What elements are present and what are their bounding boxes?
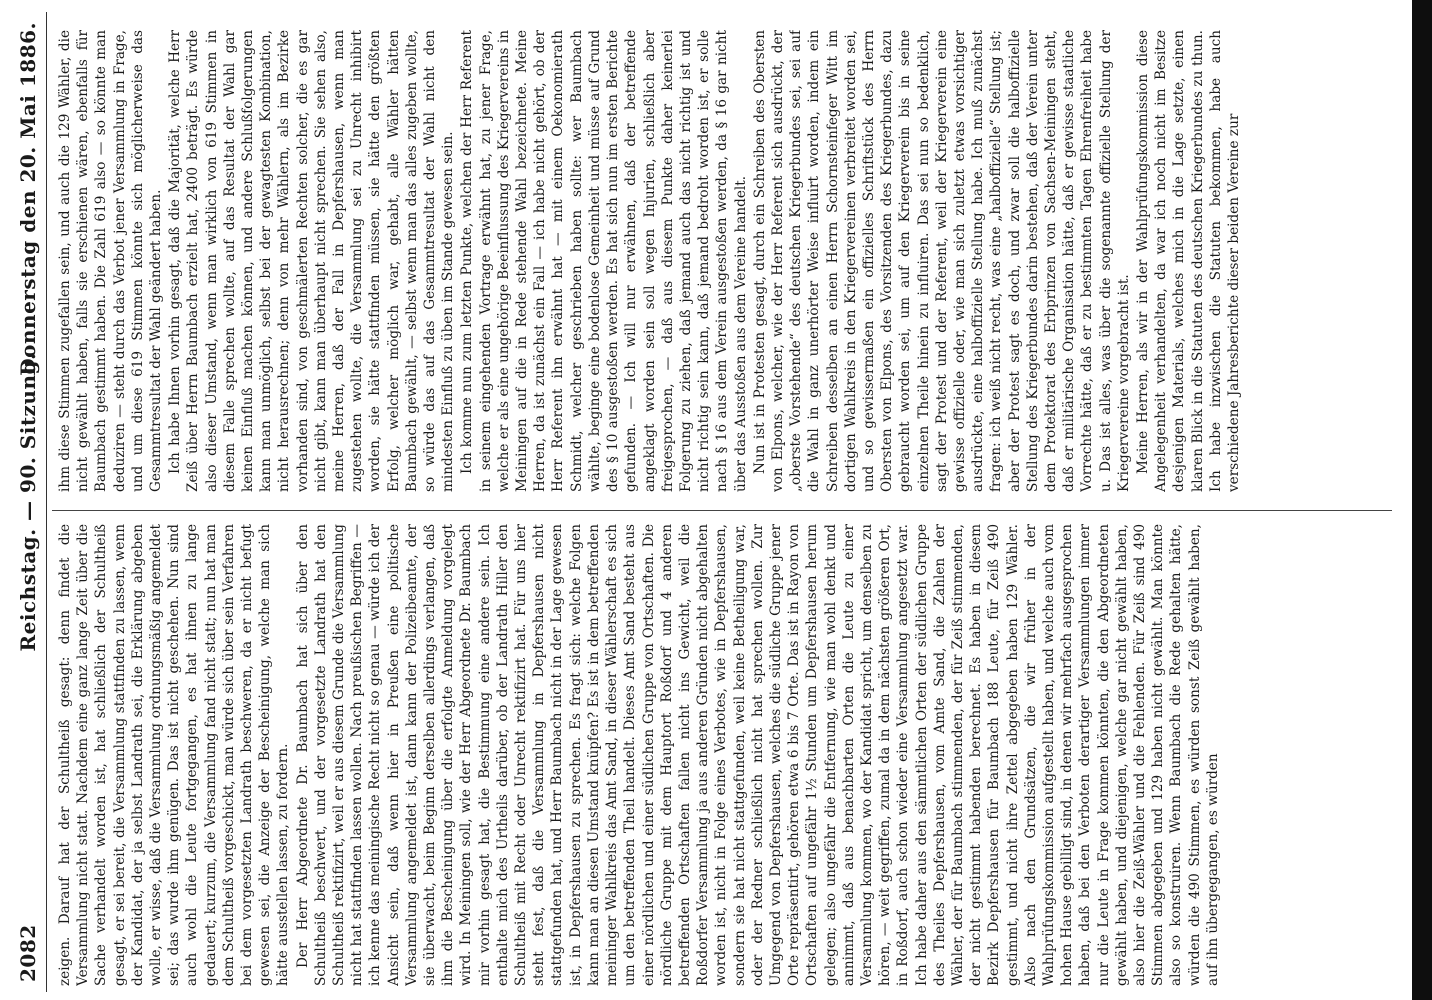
running-title: Reichstag. — 90. Sitzung. [16, 352, 40, 652]
paragraph: Ich komme nun zum letzten Punkte, welchen der Herr Referent in seinem eingehenden Vortrage erwähnt hat, zu jener Frage, welche er als eine ungehörige Beeinflussung des Kriegervereins in Meiningen auf die in Rede stehende Wahl bezeichnete. Meine Herren, da ist zunächst ein Fall — ich habe nicht gehört, ob der Herr Referent ihn erwähnt hat — mit einem Oekonomierath Schmidt, welcher geschrieben haben sollte: wer Baumbach wählte, beginge eine bodenlose Gemeinheit und müsse auf Grund des § 10 ausgestoßen werden. Es hat sich nun im ersten Berichte gefunden. — Ich will nur erwähnen, daß der betreffende angeklagt worden sein soll wegen Injurien, schließlich aber freigesprochen, — daß aus diesem Punkte daher keinerlei Folgerung zu ziehen, daß jemand auch das nicht richtig ist und nicht richtig sein kann, daß jemand bedroht worden ist, er solle nach § 16 aus dem Verein ausgestoßen werden, da § 16 gar nicht über das Ausstoßen aus dem Vereine handelt. [459, 30, 749, 492]
session-date: Donnerstag den 20. Mai 1886. [16, 22, 40, 376]
paragraph: Ich habe Ihnen vorhin gesagt, daß die Majorität, welche Herr Zeiß über Herrn Baumbach erzielt hat, 2400 beträgt. Es würde also dieser Umstand, wenn man wirklich von 619 Stimmen in diesem Falle sprechen wollte, auf das Resultat der Wahl gar keinen Einfluß machen können, und andere Schlußfolgerungen kann man unmöglich, selbst bei der gewagtesten Kombination, nicht herausrechnen; denn von mehr Wählern, als im Bezirke vorhanden sind, von geschmälerten Rechten solcher, die es gar nicht gibt, kann man überhaupt nicht sprechen. Sie sehen also, meine Herren, daß der Fall in Depfershausen, wenn man zugestehen wollte, die Versammlung sei zu Unrecht inhibirt worden, sie hätte stattfinden müssen, sie hätte den größten Erfolg, welcher möglich war, gehabt, alle Wähler hätten Baumbach gewählt, — selbst wenn man das alles zugeben wollte, so würde das auf das Gesammtresultat der Wahl nicht den mindesten Einfluß zu üben im Stande gewesen sein. [167, 30, 457, 492]
scan-edge [1412, 0, 1432, 1000]
column-divider [52, 510, 1392, 511]
paragraph: Meine Herren, als wir in der Wahlprüfungskommission diese Angelegenheit verhandelten, da war ich noch nicht im Besitze desjenigen Materials, welches mich in die Lage setzte, einen klaren Blick in die Statuten des deutschen Kriegerbundes zu thun. Ich habe inzwischen die Statuten bekommen, habe auch verschiedene Jahresberichte dieser beiden Vereine zur [1134, 30, 1242, 492]
paragraph: Nun ist in Protesten gesagt, durch ein Schreiben des Obersten von Elpons, welcher, wie der Herr Referent sich ausdrückt, der „oberste Vorstehende“ des deutschen Kriegerbundes sei, sei auf die Wahl in ganz unerhörter Weise influirt worden, indem ein Schreiben desselben an einen Herrn Schornsteinfeger Witt im dortigen Wahlkreis in den Kriegervereinen verbreitet worden sei, und so gewissermaßen ein offizielles Schriftstück des Herrn Obersten von Elpons, des Vorsitzenden des Kriegerbundes, dazu gebraucht worden sei, um auf den Kriegerverein bis in seine einzelnen Theile hinein zu influiren. Das sei nun so bedenklich, sagt der Protest und der Referent, weil der Kriegerverein eine gewisse offizielle oder, wie man sich zuletzt etwas vorsichtiger ausdrückte, eine halboffizielle Stellung habe. Ich muß zunächst fragen: ich weiß nicht recht, was eine „halboffizielle“ Stellung ist; aber der Protest sagt es doch, und zwar soll die halboffizielle Stellung des Kriegerbundes darin bestehen, daß der Verein unter dem Protektorat des Erbprinzen von Sachsen-Meiningen steht, daß er militärische Organisation hätte, daß er gewisse staatliche Vorrechte hätte, daß er zu bestimmten Tagen Ehrenfreiheit habe u. Das ist alles, was über die sogenannte offizielle Stellung der Kriegervereine vorgebracht ist. [751, 30, 1132, 492]
page-number: 2082 [16, 924, 40, 982]
paragraph: Der Herr Abgeordnete Dr. Baumbach hat sich über den Schultheiß beschwert, und der vorgesetzte Landrath hat den Schultheiß rektifizirt, weil er aus diesem Grunde die Versammlung nicht hat stattfinden lassen wollen. Nach preußischen Begriffen — ich kenne das meiningische Recht nicht so genau — würde ich der Ansicht sein, daß wenn hier in Preußen eine politische Versammlung angemeldet ist, dann kann der Polizeibeamte, der sie überwacht, beim Beginn derselben allerdings verlangen, daß ihm die Bescheinigung über die erfolgte Anmeldung vorgelegt wird. In Meiningen soll, wie der Herr Abgeordnete Dr. Baumbach mir vorhin gesagt hat, die Bestimmung eine andere sein. Ich enthalte mich des Urtheils darüber, ob der Landrath Hiller den Schultheiß mit Recht oder Unrecht rektifizirt hat. Für uns hier steht fest, daß die Versammlung in Depfershausen nicht stattgefunden hat, und Herr Baumbach nicht in der Lage gewesen ist, in Depfershausen zu sprechen. Es fragt sich: welche Folgen kann man an diesen Umstand knüpfen? Es ist in dem betreffenden meininger Wahlkreis das Amt Sand, in dieser Wählerschaft es sich um den betreffenden Theil handelt. Dieses Amt Sand besteht aus einer nördlichen und einer südlichen Gruppe von Ortschaften. Die nördliche Gruppe mit dem Hauptort Roßdorf und 4 anderen betreffenden Ortschaften fallen nicht ins Gewicht, weil die Roßdorfer Versammlung ja aus anderen Gründen nicht abgehalten worden ist, nicht in Folge eines Verbotes, wie in Depfershausen, sondern sie hat nicht stattgefunden, weil keine Betheiligung war, oder der Redner schließlich nicht hat sprechen wollen. Zur Umgegend von Depfershausen, welches die südliche Gruppe jener Orte repräsentirt, gehören etwa 6 bis 7 Orte. Das ist in Rayon von Ortschaften auf ungefähr 1½ Stunden um Depfershausen herum gelegen; also ungefähr die Entfernung, wie man wohl denkt und annimmt, daß aus benachbarten Orten die Leute zu einer Versammlung kommen, wo der Kandidat spricht, um denselben zu hören, — weit gegriffen, zumal da in dem nächsten größeren Ort, in Roßdorf, auch schon wieder eine Versammlung angesetzt war. Ich habe daher aus den sämmtlichen Orten der südlichen Gruppe des Theiles Depfershausen, vom Amte Sand, die Zahlen der Wähler, der für Baumbach stimmenden, der für Zeiß stimmenden, der nicht gestimmt habenden berechnet. Es haben in diesem Bezirk Depfershausen für Baumbach 188 Leute, für Zeiß 490 gestimmt, und nicht ihre Zettel abgegeben haben 129 Wähler. Also nach den Grundsätzen, die wir früher in der Wahlprüfungskommission aufgestellt haben, und welche auch vom hohen Hause gebilligt sind, in denen wir mehrfach ausgesprochen haben, daß bei den Verboten derartiger Versammlungen immer nur die Leute in Frage kommen könnten, die den Abgeordneten gewählt haben, und diejenigen, welche gar nicht gewählt haben, also hier die Zeiß-Wähler und die Fehlenden. Für Zeiß sind 490 Stimmen abgegeben und 129 haben nicht gewählt. Man könnte also so konstruiren. Wenn Baumbach die Rede gehalten hätte, würden die 490 Stimmen, es würden sonst Zeiß gewählt haben, auf ihn übergegangen, es würden [294, 524, 1221, 986]
paragraph: zeigen. Darauf hat der Schultheiß gesagt: denn findet die Versammlung nicht statt. Nachdem eine ganz lange Zeit über die Sache verhandelt worden ist, hat schließlich der Schultheiß gesagt, er sei bereit, die Versammlung stattfinden zu lassen, wenn der Kandidat, der ja selbst Landrath sei, die Erklärung abgeben wolle, er wisse, daß die Versammlung ordnungsmäßig angemeldet sei; das wurde ihm genügen. Das ist nicht geschehen. Nun sind auch wohl die Leute fortgegangen, es hat ihnen zu lange gedauert; kurzum, die Versammlung fand nicht statt; nun hat man dem Schultheiß vorgeschickt, man würde sich über sein Verfahren bei dem vorgesetzten Landrath beschweren, da er nicht befugt gewesen sei, die Anzeige der Bescheinigung, welche man sich hätte ausstellen lassen, zu fordern. [57, 524, 292, 986]
page-header [6, 12, 47, 992]
paragraph: ihm diese Stimmen zugefallen sein, und auch die 129 Wähler, die nicht gewählt haben, falls sie erschienen wären, ebenfalls für Baumbach gestimmt haben. Die Zahl 619 also — so könnte man deduziren — steht durch das Verbot jener Versammlung in Frage, und um diese 619 Stimmen könnte sich möglicherweise das Gesammtresultat der Wahl geändert haben. [57, 30, 165, 492]
left-column [56, 524, 1386, 986]
right-column [56, 30, 1386, 492]
